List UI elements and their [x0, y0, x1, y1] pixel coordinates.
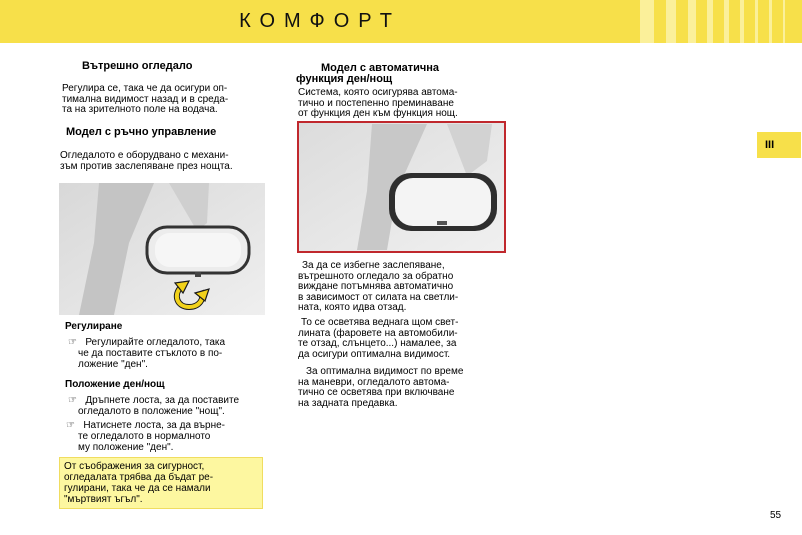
header-stripe: [783, 0, 785, 43]
bullet-push-lever: ☞ Натиснете лоста, за да върне- те огледалото в нормалното му положение "ден".: [66, 420, 226, 453]
auto-intro-paragraph: Система, която осигурява автома- тично и постепенно преминаване от функция ден към функция нощ.: [298, 87, 458, 119]
bullet-adjust: ☞ Регулирайте огледалото, така че да поставите стъклото в по- ложение "ден".: [68, 337, 226, 370]
manual-mirror-photo: [59, 183, 265, 315]
header-stripe: [640, 0, 654, 43]
bullet-pull-lever: ☞ Дръпнете лоста, за да поставите огледалото в положение "нощ".: [68, 395, 239, 417]
text-line: Огледалото е оборудвано с механи-: [60, 150, 229, 161]
page-number: 55: [770, 510, 782, 521]
text-line: тимална видимост назад и в среда-: [62, 93, 229, 105]
header-stripe: [666, 0, 676, 43]
light-sensor: [437, 221, 447, 225]
subheading-adjustment: Регулиране: [65, 321, 123, 332]
page-title: КОМФОРТ: [239, 10, 401, 32]
text-line: та на зрителното поле на водача.: [62, 104, 218, 115]
auto-paragraph-3: То се осветява веднага щом свет- лината (фаровете на автомобили- те отзад, слънцето...) намалее, за да осигури оптимална видимост.: [298, 317, 459, 360]
heading-auto-model: Модел с автоматична функция ден/нощ: [296, 62, 440, 85]
header-stripe: [755, 0, 758, 43]
header-stripe: [707, 0, 713, 43]
mirror-glass: [155, 233, 241, 267]
chapter-tab[interactable]: III: [757, 132, 801, 158]
manual-paragraph: [60, 151, 233, 172]
heading-manual-model: Модел с ръчно управление: [66, 126, 217, 138]
mirror-glass: [395, 178, 491, 226]
header-stripe: [769, 0, 772, 43]
subheading-day-night: Положение ден/нощ: [65, 379, 165, 390]
auto-paragraph-4: За оптимална видимост по време на маневри, огледалото автома- тично се осветява при включване на задната предавка.: [298, 366, 464, 409]
header-bar: [0, 0, 802, 43]
heading-interior-mirror: Вътрешно огледало: [82, 60, 193, 72]
pointer-icon: ☞: [68, 337, 86, 348]
intro-paragraph: [62, 84, 228, 116]
text-line: Регулира се, така че да осигури оп-: [62, 83, 228, 94]
pointer-icon: ☞: [66, 420, 84, 431]
header-stripe: [688, 0, 696, 43]
auto-paragraph-2: За да се избегне заслепяване, вътрешното огледало за обратно виждане потъмнява автоматично в зависимост от силата на светли- ната, която идва отзад.: [298, 260, 459, 313]
auto-mirror-photo: [297, 121, 506, 253]
mirror-lever: [195, 272, 201, 277]
header-stripe: [724, 0, 729, 43]
text-line: зъм против заслепяване през нощта.: [60, 160, 233, 172]
pointer-icon: ☞: [68, 395, 86, 406]
header-stripe: [740, 0, 744, 43]
safety-note: От съображения за сигурност, огледалата трябва да бъдат ре- гулирани, така че да се намали "мъртвият ъгъл".: [59, 457, 263, 509]
